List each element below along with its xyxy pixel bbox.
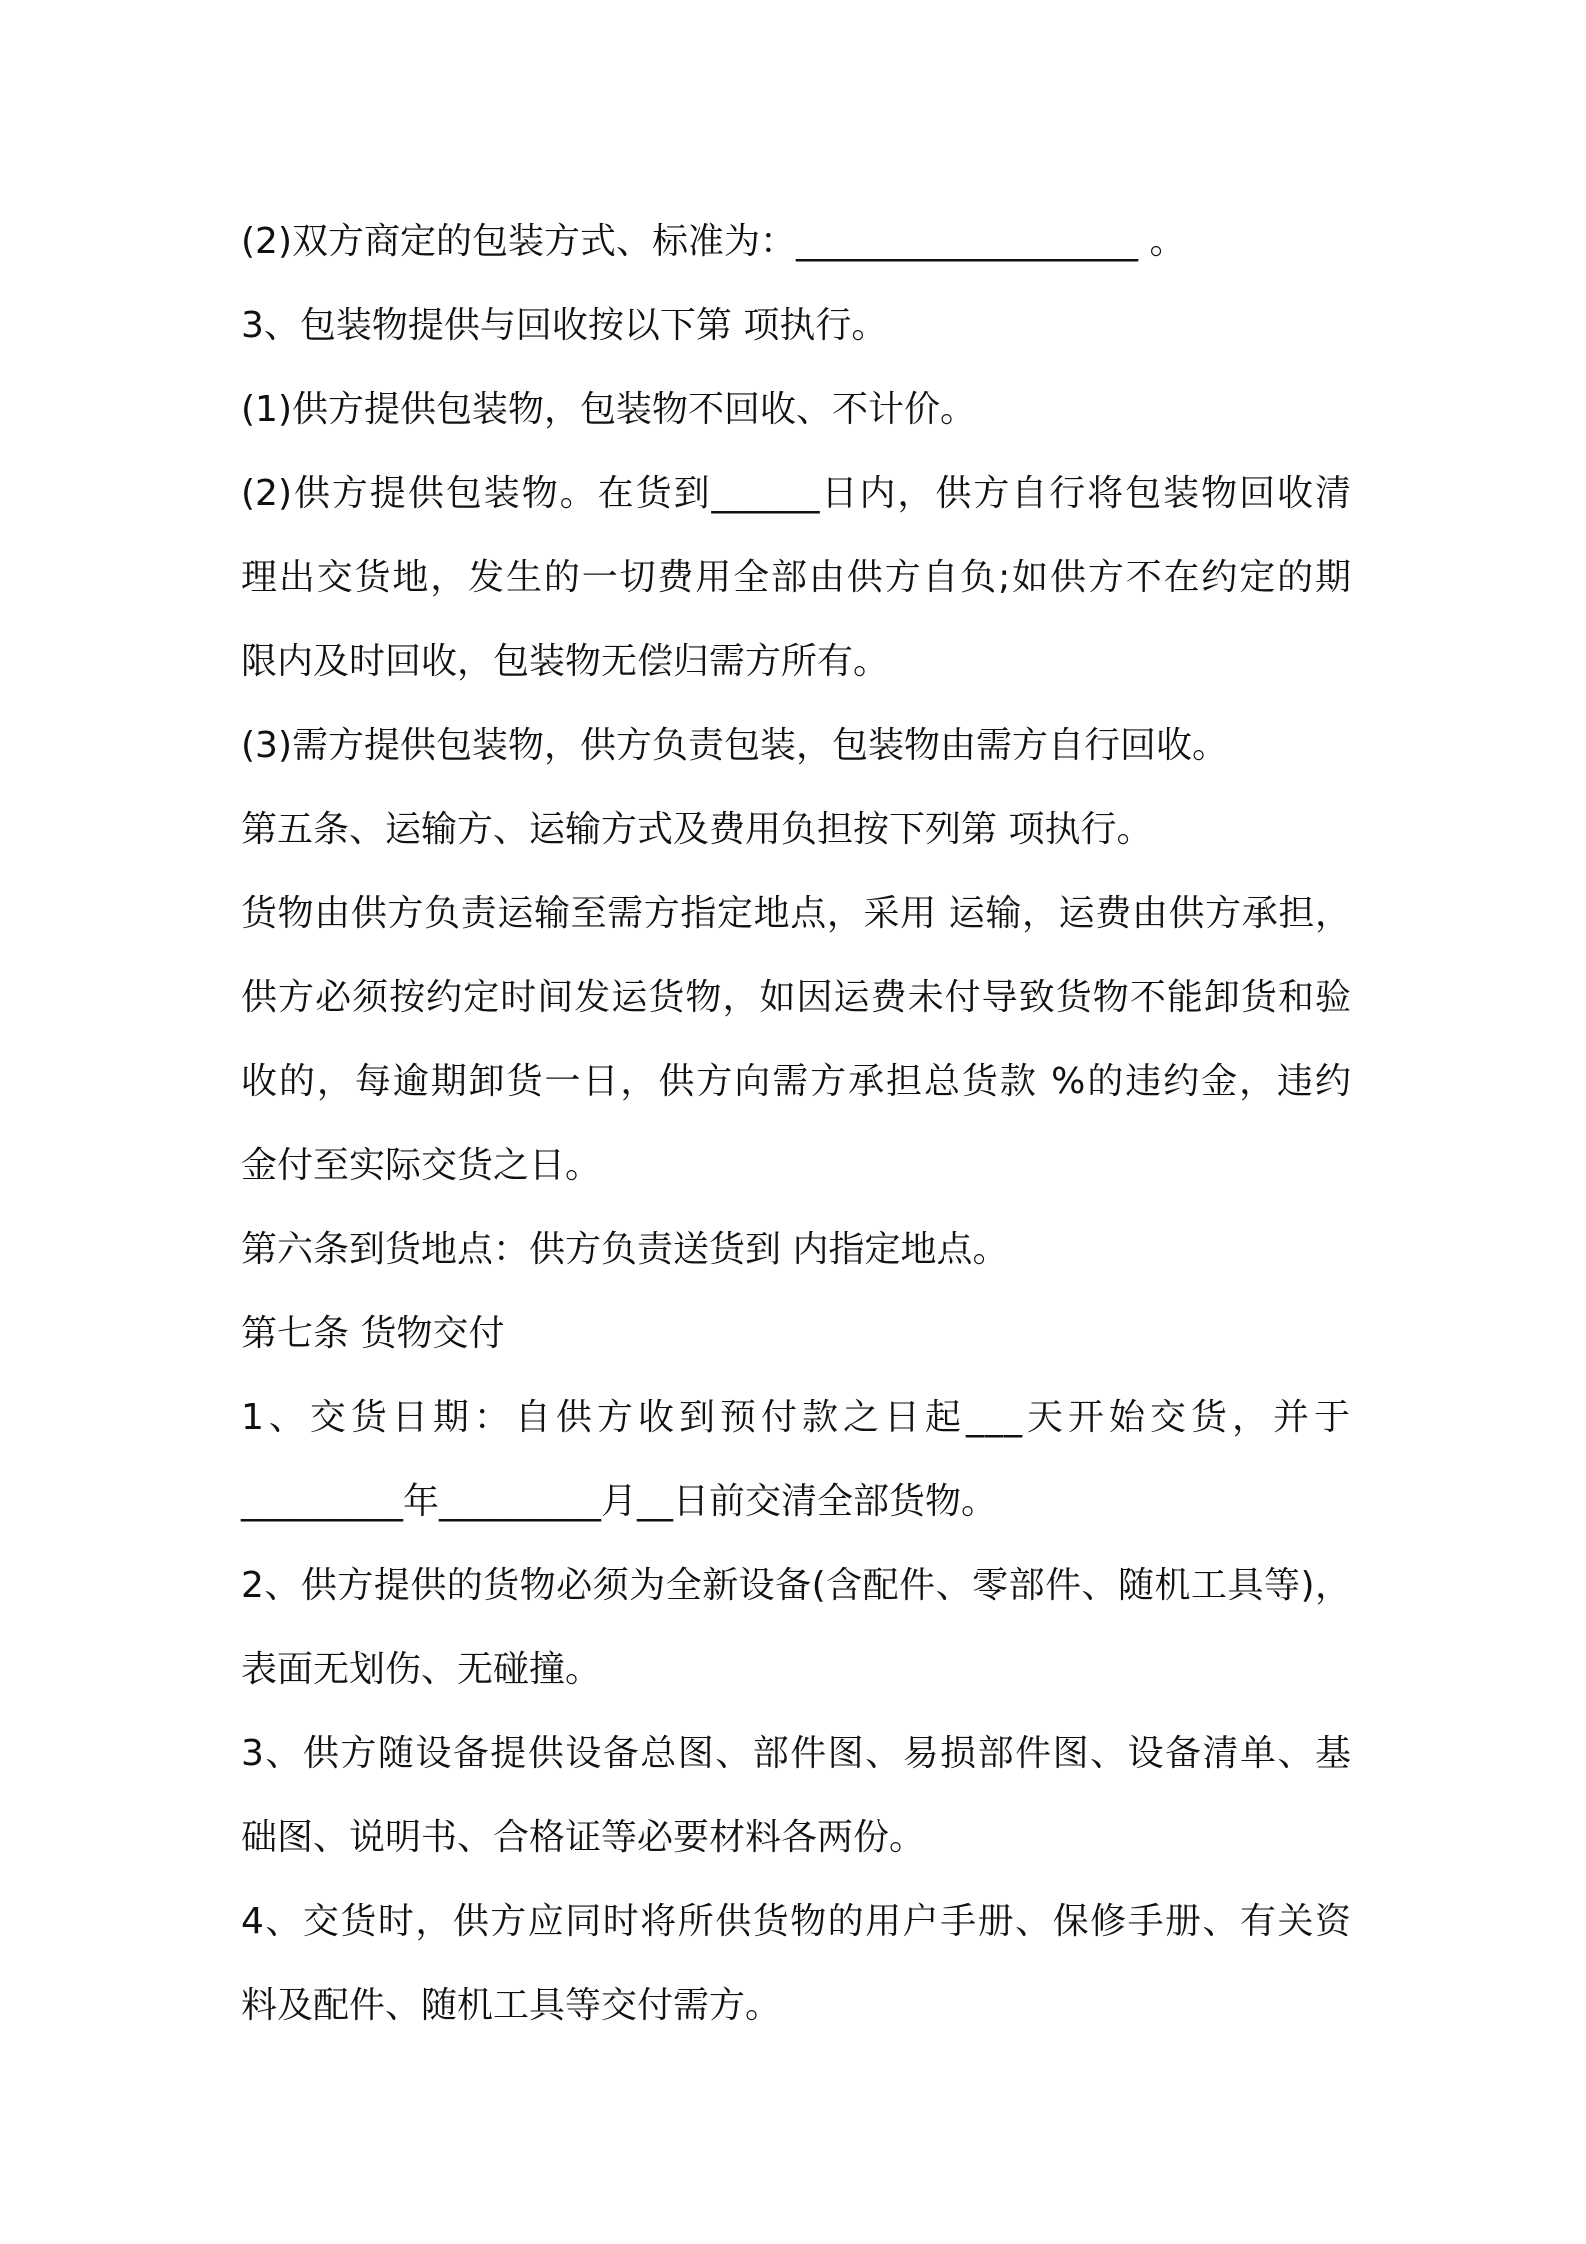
text-line: 第五条、运输方、运输方式及费用负担按下列第 项执行。 — [241, 809, 1153, 850]
text-line: (2)双方商定的包装方式、标准为：___________________ 。 — [241, 221, 1186, 262]
text-line: (3)需方提供包装物，供方负责包装，包装物由需方自行回收。 — [241, 725, 1228, 766]
text-line: 3、包装物提供与回收按以下第 项执行。 — [241, 305, 888, 346]
document-body — [241, 200, 1361, 2048]
text-line: 货物由供方负责运输至需方指定地点，采用 运输，运费由供方承担， — [241, 893, 1351, 934]
text-line: 4、交货时，供方应同时将所供货物的用户手册、保修手册、有关资 — [241, 1901, 1351, 1942]
text-line: (1)供方提供包装物，包装物不回收、不计价。 — [241, 389, 976, 430]
text-line: _________年_________月__日前交清全部货物。 — [241, 1481, 998, 1522]
text-line: 3、供方随设备提供设备总图、部件图、易损部件图、设备清单、基 — [241, 1733, 1351, 1774]
text-line: 理出交货地，发生的一切费用全部由供方自负;如供方不在约定的期 — [241, 557, 1351, 598]
text-line: 第六条到货地点：供方负责送货到 内指定地点。 — [241, 1229, 1009, 1270]
text-line: 2、供方提供的货物必须为全新设备(含配件、零部件、随机工具等)， — [241, 1565, 1351, 1606]
text-line: 表面无划伤、无碰撞。 — [241, 1649, 602, 1690]
text-line: 第七条 货物交付 — [241, 1313, 505, 1354]
text-line: 供方必须按约定时间发运货物，如因运费未付导致货物不能卸货和验 — [241, 977, 1351, 1018]
text-line: 限内及时回收，包装物无偿归需方所有。 — [241, 641, 890, 682]
text-line: 金付至实际交货之日。 — [241, 1145, 602, 1186]
text-line: 收的，每逾期卸货一日，供方向需方承担总货款 %的违约金，违约 — [241, 1061, 1351, 1102]
text-line: 础图、说明书、合格证等必要材料各两份。 — [241, 1817, 926, 1858]
text-line: 1、交货日期：自供方收到预付款之日起___天开始交货，并于 — [241, 1397, 1351, 1438]
text-line: 料及配件、随机工具等交付需方。 — [241, 1985, 782, 2026]
text-line: (2)供方提供包装物。在货到______日内，供方自行将包装物回收清 — [241, 473, 1351, 514]
